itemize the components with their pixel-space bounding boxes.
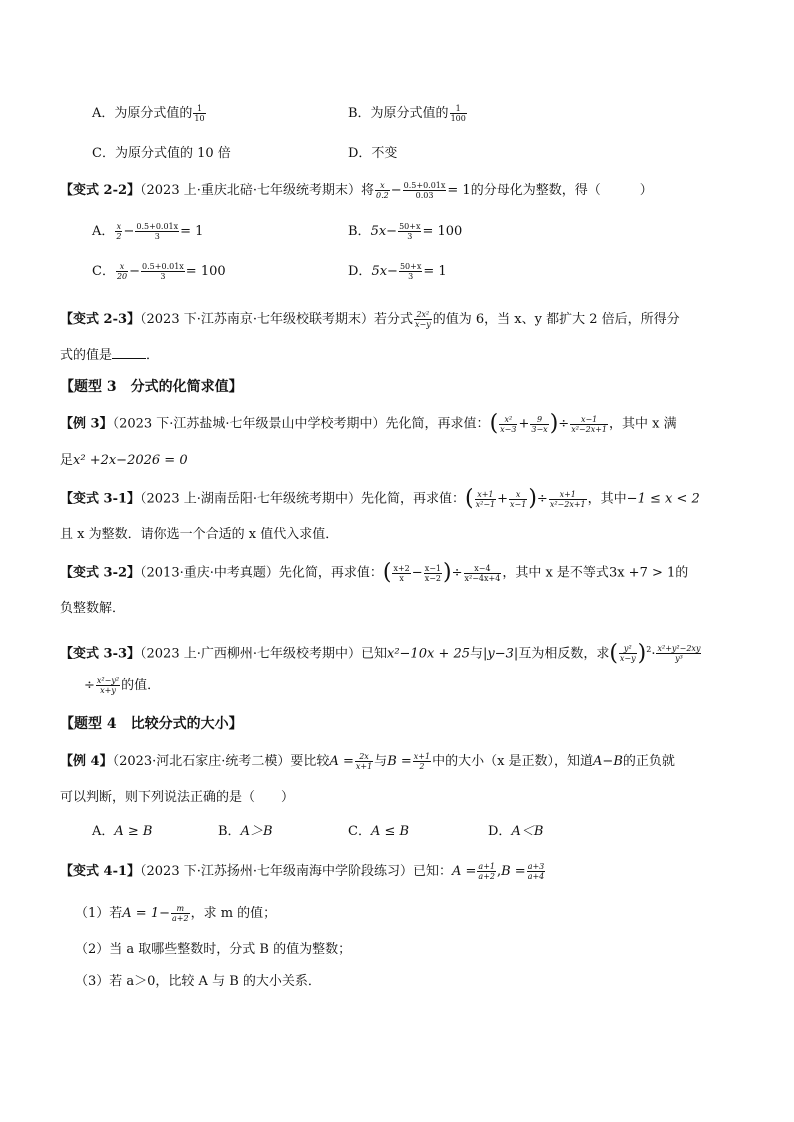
question-3-1-line2: 且 x 为整数．请你选一个合适的 x 值代入求值． xyxy=(60,527,339,542)
option-a: A． $\frac{x}{2}$ − $\frac{0.5+0.01x}{3}$ = 1 xyxy=(92,222,204,241)
question-2-2: 【变式 2-2】（2023 上·重庆北碚·七年级统考期末）将 $\frac{x}{0.2}$ − $\frac{0.5+0.01x}{0.03}$ = 1的分母化为整数，得（ ） xyxy=(60,181,653,200)
option-a: A．为原分式值的 $\frac{1}{10}$ xyxy=(92,104,205,123)
question-3-1: 【变式 3-1】（2023 上·湖南岳阳·七年级统考期中）先化简，再求值：( $\frac{x+1}{\text{x²−1}}$ + $\frac{x}{x-1}$ )÷ $\frac{x+1}{\text{x²−2x+1}}$ ，其中−1 ≤ x < 2 xyxy=(60,486,700,511)
example-3-line2: 足x² +2x−2026 = 0 xyxy=(60,453,188,468)
example-4-line2: 可以判断，则下列说法正确的是（ ） xyxy=(60,790,295,805)
question-4-1-part-2: （2）当 a 取哪些整数时，分式 B 的值为整数； xyxy=(75,942,352,957)
option-d: D．A＜B xyxy=(488,824,544,839)
question-2-3-line2: 式的值是 ． xyxy=(60,348,160,363)
option-c: C．A ≤ B xyxy=(348,824,410,839)
question-4-1: 【变式 4-1】（2023 下·江苏扬州·七年级南海中学阶段练习）已知：A = $\frac{a+1}{a+2}$ ,B = $\frac{a+3}{a+4}$ xyxy=(60,862,545,881)
option-c: C． $\frac{x}{20}$ − $\frac{0.5+0.01x}{3}$ = 100 xyxy=(92,262,226,281)
fraction: $\frac{1}{10}$ xyxy=(194,104,205,123)
question-4-1-part-3: （3）若 a＞0，比较 A 与 B 的大小关系． xyxy=(75,974,321,989)
question-3-2: 【变式 3-2】（2013·重庆·中考真题）先化简，再求值：( $\frac{x+2}{x}$ − $\frac{x-1}{x-2}$ )÷ $\frac{x-4}{\text{x²−4x+4}}$ ，其中 x 是不等式3x +7 > 1的 xyxy=(60,560,689,585)
question-3-3-line2: ÷ $\frac{\text{x²−y²}}{x+y}$ 的值． xyxy=(84,676,161,695)
option-c: C．为原分式值的 10 倍 xyxy=(92,146,231,161)
option-a: A．A ≥ B xyxy=(92,824,153,839)
section-title-type-4: 【题型 4 比较分式的大小】 xyxy=(60,716,243,732)
question-2-3: 【变式 2-3】（2023 下·江苏南京·七年级校联考期末）若分式 $\frac{\text{2x²}}{x-y}$ 的值为 6，当 x、y 都扩大 2 倍后，所得分 xyxy=(60,310,680,329)
section-title-type-3: 【题型 3 分式的化简求值】 xyxy=(60,379,243,395)
example-3: 【例 3】（2023 下·江苏盐城·七年级景山中学校考期中）先化简，再求值：( $\frac{\text{x²}}{x-3}$ + $\frac{9}{3-x}$ )÷ $\frac{x-1}{\text{x²−2x+1}}$ ，其中 x 满 xyxy=(60,411,677,436)
example-4: 【例 4】（2023·河北石家庄·统考二模）要比较A = $\frac{2x}{x+1}$ 与B = $\frac{x+1}{2}$ 中的大小（x 是正数），知道A−B的正负就 xyxy=(60,752,675,771)
answer-blank xyxy=(112,346,146,359)
question-3-2-line2: 负整数解． xyxy=(60,601,126,616)
option-b: B．A＞B xyxy=(218,824,273,839)
option-b: B．5x− $\frac{50+x}{3}$ = 100 xyxy=(348,222,463,241)
fraction: $\frac{1}{100}$ xyxy=(450,104,466,123)
option-d: D．5x− $\frac{50+x}{3}$ = 1 xyxy=(348,262,447,281)
question-3-3: 【变式 3-3】（2023 上·广西柳州·七年级校考期中）已知x²−10x + 25与|y−3|互为相反数，求( $\frac{\text{y²}}{x-y}$ )$^2$· $\frac{\text{x²+y²−2xy}}{\text{y³}}$ xyxy=(60,640,701,666)
option-d: D．不变 xyxy=(348,146,398,161)
question-4-1-part-1: （1）若A = 1− $\frac{m}{a+2}$ ，求 m 的值； xyxy=(75,904,277,923)
option-b: B．为原分式值的 $\frac{1}{100}$ xyxy=(348,104,466,123)
